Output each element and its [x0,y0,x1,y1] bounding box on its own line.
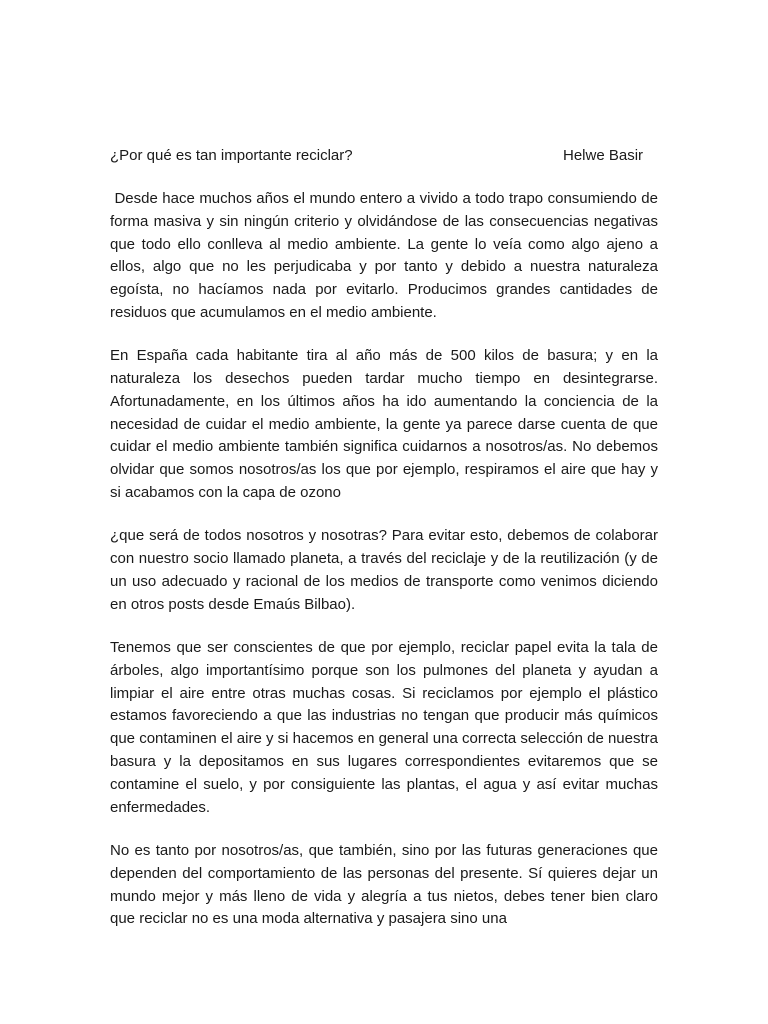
paragraph-1: Desde hace muchos años el mundo entero a vivido a todo trapo consumiendo de forma masiva y sin ningún criterio y olvidándose de las consecuencias negativas que todo ello conlleva al medio ambiente. La gente lo veía como algo ajeno a ellos, algo que no les perjudicaba y por tanto y debido a nuestra naturaleza egoísta, no hacíamos nada por evitarlo. Producimos grandes cantidades de residuos que acumulamos en el medio ambiente. [110,190,658,321]
paragraph-3: ¿que será de todos nosotros y nosotras? Para evitar esto, debemos de colaborar con nuestro socio llamado planeta, a través del reciclaje y de la reutilización (y de un uso adecuado y racional de los medios de transporte como venimos diciendo en otros posts desde Emaús Bilbao). [110,527,658,613]
paragraph-2: En España cada habitante tira al año más de 500 kilos de basura; y en la naturaleza los desechos pueden tardar mucho tiempo en desintegrarse. Afortunadamente, en los últimos años ha ido aumentando la conciencia de la necesidad de cuidar el medio ambiente, la gente ya parece darse cuenta de que cuidar el medio ambiente también significa cuidarnos a nosotros/as. No debemos olvidar que somos nosotros/as los que por ejemplo, respiramos el aire que hay y si acabamos con la capa de ozono [110,347,658,502]
document-author: Helwe Basir [563,147,644,164]
paragraph-5: No es tanto por nosotros/as, que también, sino por las futuras generaciones que dependen del comportamiento de las personas del presente. Sí quieres dejar un mundo mejor y más lleno de vida y alegría a tus nietos, debes tener bien claro que reciclar no es una moda alternativa y pasajera sino una [110,841,658,928]
paragraph-4: Tenemos que ser conscientes de que por ejemplo, reciclar papel evita la tala de árboles, algo importantísimo porque son los pulmones del planeta y ayudan a limpiar el aire entre otras muchas cosas. Si reciclamos por ejemplo el plástico estamos favoreciendo a que las industrias no tengan que producir más químicos que contaminen el aire y si hacemos en general una correcta selección de nuestra basura y la depositamos en sus lugares correspondientes evitaremos que se contamine el suelo, y por consiguiente las plantas, el agua y así evitar muchas enfermedades. [110,639,658,816]
document-header [110,145,658,168]
document-page [110,145,658,952]
document-title: ¿Por qué es tan importante reciclar? [110,147,353,164]
